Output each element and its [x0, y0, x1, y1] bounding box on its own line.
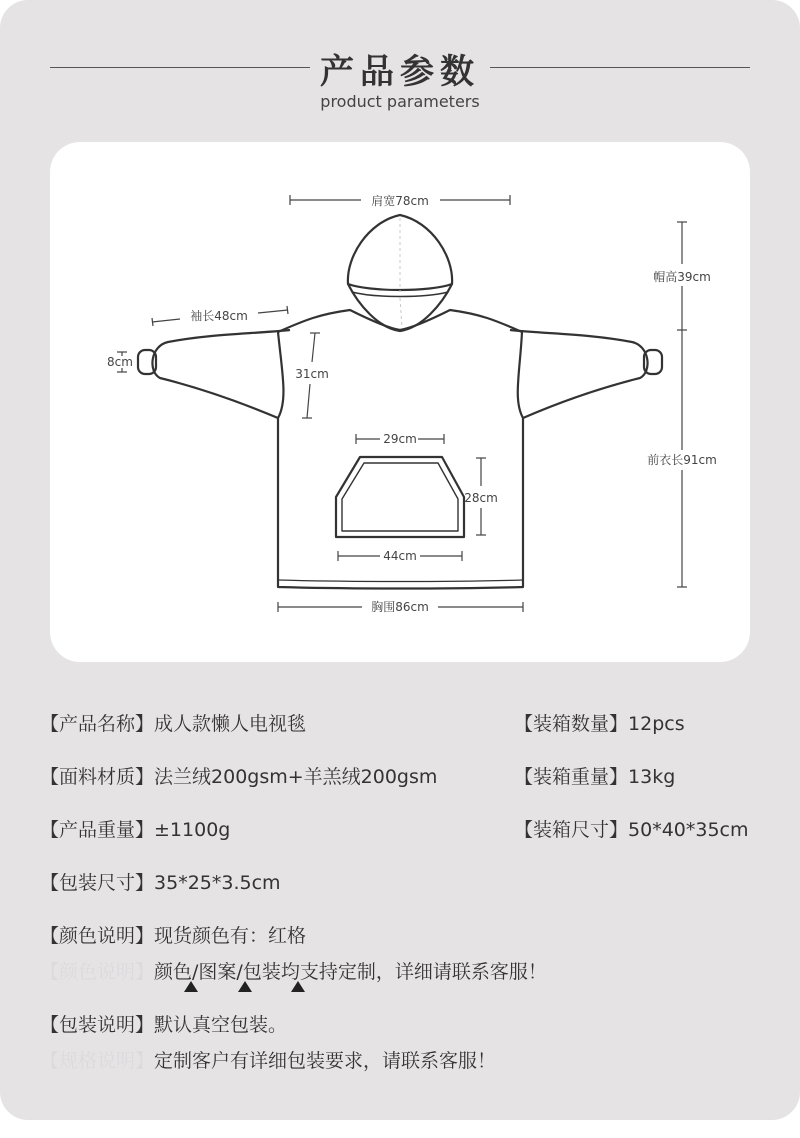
spec-label: 【产品重量】 [40, 819, 155, 841]
dim-cuff: 8cm [107, 355, 133, 369]
spec-label: 【包装说明】 [40, 1014, 155, 1036]
spec-package-size [40, 868, 281, 895]
dim-armhole: 31cm [295, 367, 329, 381]
right-sleeve-outline [510, 330, 648, 418]
spec-product-name [40, 709, 306, 736]
page-title: 产品参数 [320, 52, 480, 92]
spec-carton-size [514, 815, 749, 842]
spec-label: 【装箱重量】 [514, 766, 629, 788]
marker-triangle [238, 981, 252, 992]
spec-carton-qty [514, 709, 685, 736]
spec-value: 50*40*35cm [628, 819, 749, 841]
spec-value: ±1100g [154, 819, 231, 841]
spec-label-faded: 【颜色说明】 [40, 961, 155, 983]
dim-chest: 胸围86cm [371, 600, 429, 614]
spec-label: 【装箱尺寸】 [514, 819, 629, 841]
spec-value: 现货颜色有：红格 [154, 925, 307, 947]
spec-label: 【产品名称】 [40, 713, 155, 735]
spec-carton-weight [514, 762, 675, 789]
diagram-card [50, 142, 750, 662]
dim-front-length: 前衣长91cm [647, 453, 717, 467]
spec-value: 成人款懒人电视毯 [154, 713, 307, 735]
spec-packing-note [40, 1046, 496, 1073]
spec-value: 35*25*3.5cm [154, 872, 281, 894]
spec-label: 【包装尺寸】 [40, 872, 155, 894]
dim-shoulder-width: 肩宽78cm [371, 194, 429, 208]
spec-color [40, 921, 306, 948]
hoodie-diagram [50, 142, 750, 662]
spec-color-note [40, 957, 547, 984]
spec-label: 【颜色说明】 [40, 925, 155, 947]
dim-pocket-bottom: 44cm [383, 549, 417, 563]
page-subtitle: product parameters [320, 92, 480, 111]
spec-label-faded: 【规格说明】 [40, 1050, 155, 1072]
pocket-outline [336, 457, 464, 537]
spec-packing [40, 1010, 287, 1037]
marker-triangle [184, 981, 198, 992]
spec-material [40, 762, 437, 789]
dim-sleeve-length: 袖长48cm [190, 309, 248, 323]
marker-triangle [291, 981, 305, 992]
spec-value: 13kg [628, 766, 676, 788]
spec-label: 【面料材质】 [40, 766, 155, 788]
dim-pocket-top: 29cm [383, 432, 417, 446]
spec-label: 【装箱数量】 [514, 713, 629, 735]
spec-value: 法兰绒200gsm+羊羔绒200gsm [154, 766, 438, 788]
spec-value: 颜色/图案/包装均支持定制，详细请联系客服！ [154, 961, 547, 983]
spec-value: 默认真空包装。 [154, 1014, 288, 1036]
dim-pocket-height: 28cm [464, 491, 498, 505]
dim-hood-height: 帽高39cm [653, 270, 711, 284]
spec-value: 12pcs [628, 713, 685, 735]
hoodie-body-outline [278, 310, 523, 589]
left-sleeve-outline [152, 330, 290, 418]
spec-value: 定制客户有详细包装要求，请联系客服！ [154, 1050, 497, 1072]
spec-weight [40, 815, 230, 842]
